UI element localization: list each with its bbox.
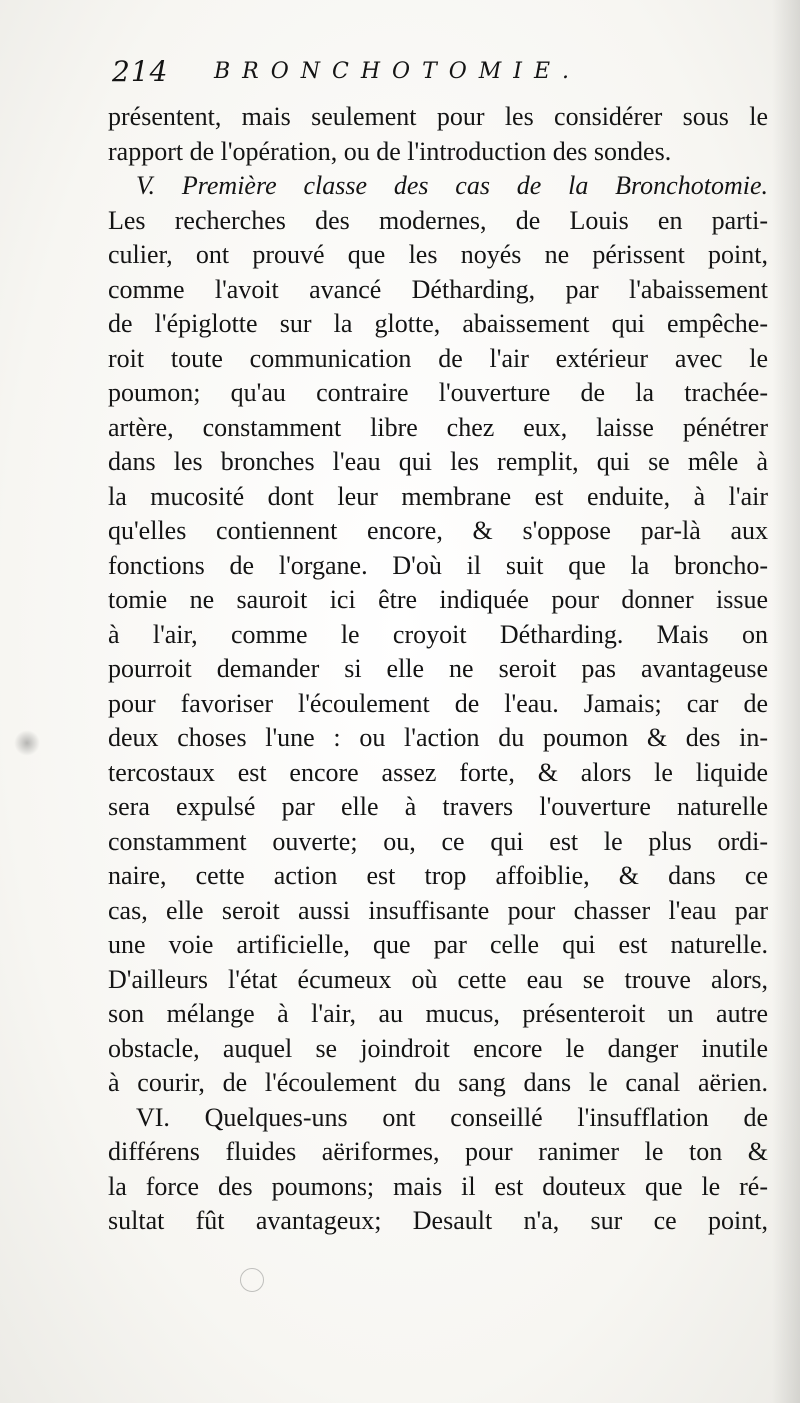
text-line: la mucosité dont leur membrane est enduite, à l'air — [108, 481, 768, 511]
text-line: à courir, de l'écoulement du sang dans le canal aërien. — [108, 1068, 768, 1097]
page-header — [112, 52, 752, 92]
text-line: comme l'avoit avancé Détharding, par l'abaissement — [108, 274, 768, 304]
text-line: obstacle, auquel se joindroit encore le danger inutile — [108, 1033, 768, 1063]
page-number: 214 — [112, 55, 169, 88]
text-line: une voie artificielle, que par celle qui est naturelle. — [108, 930, 768, 959]
text-line: qu'elles contiennent encore, & s'oppose par-là aux — [108, 516, 768, 545]
paper-stain — [240, 1268, 264, 1292]
text-line: de l'épiglotte sur la glotte, abaissement qui empêche- — [108, 309, 768, 338]
text-line: pourroit demander si elle ne seroit pas avantageuse — [108, 654, 768, 683]
text-line: roit toute communication de l'air extérieur avec le — [108, 343, 768, 373]
section-start-line: VI. Quelques-uns ont conseillé l'insufflation de — [136, 1102, 768, 1132]
text-line: constamment ouverte; ou, ce qui est le plus ordi- — [108, 826, 768, 856]
text-line: rapport de l'opération, ou de l'introduction des sondes. — [108, 136, 672, 166]
text-line: Les recherches des modernes, de Louis en parti- — [108, 205, 768, 235]
text-line: pour favoriser l'écoulement de l'eau. Jamais; car de — [108, 688, 768, 718]
running-title: BRONCHOTOMIE. — [214, 59, 582, 84]
text-line: artère, constamment libre chez eux, laisse pénétrer — [108, 412, 768, 442]
text-line: son mélange à l'air, au mucus, présenteroit un autre — [108, 999, 768, 1028]
text-line: deux choses l'une : ou l'action du poumon & des in- — [108, 723, 768, 752]
text-line: à l'air, comme le croyoit Détharding. Mais on — [108, 619, 768, 649]
page-edge-shadow — [772, 0, 800, 1403]
ink-smudge — [14, 730, 40, 756]
text-line: culier, ont prouvé que les noyés ne périssent point, — [108, 240, 768, 269]
section-heading: V. Première classe des cas de la Bronchotomie. — [136, 171, 768, 200]
body-text — [108, 100, 768, 1239]
text-line: D'ailleurs l'état écumeux où cette eau se trouve alors, — [108, 964, 768, 994]
text-line: tomie ne sauroit ici être indiquée pour donner issue — [108, 585, 768, 614]
text-line: cas, elle seroit aussi insuffisante pour chasser l'eau par — [108, 895, 768, 925]
text-line: la force des poumons; mais il est douteux que le ré- — [108, 1171, 768, 1201]
text-line: sultat fût avantageux; Desault n'a, sur ce point, — [108, 1206, 768, 1235]
text-line: présentent, mais seulement pour les considérer sous le — [108, 102, 768, 131]
text-line: sera expulsé par elle à travers l'ouverture naturelle — [108, 792, 768, 821]
text-line: fonctions de l'organe. D'où il suit que la broncho- — [108, 550, 768, 580]
text-line: naire, cette action est trop affoiblie, & dans ce — [108, 861, 768, 890]
text-line: tercostaux est encore assez forte, & alors le liquide — [108, 757, 768, 787]
text-line: différens fluides aëriformes, pour ranimer le ton & — [108, 1137, 768, 1166]
text-line: dans les bronches l'eau qui les remplit, qui se mêle à — [108, 447, 768, 476]
text-line: poumon; qu'au contraire l'ouverture de la trachée- — [108, 378, 768, 407]
